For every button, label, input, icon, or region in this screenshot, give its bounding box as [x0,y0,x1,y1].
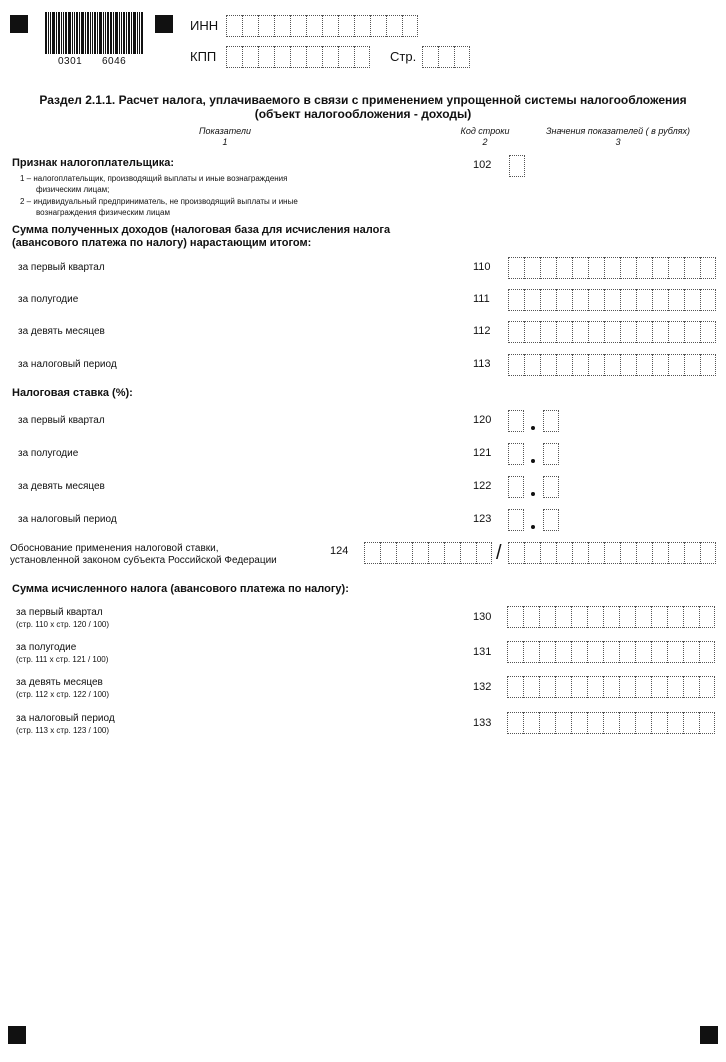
char-cell[interactable] [587,606,603,628]
char-cell[interactable] [572,289,588,311]
char-cell[interactable] [683,712,699,734]
char-cell[interactable] [508,476,524,498]
char-cell[interactable] [322,46,338,68]
char-cell[interactable] [508,542,524,564]
char-cell[interactable] [258,46,274,68]
column-number-1: 1 [222,137,228,147]
rate-nine-months-decimal-field[interactable] [543,476,559,498]
char-cell[interactable] [683,641,699,663]
char-cell[interactable] [543,410,559,432]
char-cell[interactable] [636,542,652,564]
char-cell[interactable] [540,354,556,376]
sign-option-1: 1 – налогоплательщик, производящий выплаты и иные вознаграждения [20,174,288,183]
line-code-111: 111 [473,293,490,305]
column-header-line-code: Код строки [460,126,510,136]
corner-marker-bottom-left [8,1026,26,1044]
barcode-bar [119,12,120,54]
income-tax-period-field[interactable] [508,354,716,376]
decimal-point [531,459,535,463]
tax-row-formula: (стр. 112 х стр. 122 / 100) [16,690,110,699]
tax-row-label: за девять месяцев [16,677,103,688]
income-row-label: за налоговый период [18,359,117,370]
char-cell[interactable] [684,289,700,311]
char-cell[interactable] [588,542,604,564]
char-cell[interactable] [604,321,620,343]
char-cell[interactable] [635,606,651,628]
line-code-113: 113 [473,358,491,370]
char-cell[interactable] [524,354,540,376]
char-cell[interactable] [543,443,559,465]
char-cell[interactable] [588,321,604,343]
char-cell[interactable] [699,606,715,628]
rate-q1-decimal-field[interactable] [543,410,559,432]
barcode-bar [94,12,96,54]
char-cell[interactable] [507,676,523,698]
char-cell[interactable] [619,641,635,663]
char-cell[interactable] [603,641,619,663]
barcode-bar [63,12,64,54]
income-nine-months-field[interactable] [508,321,716,343]
char-cell[interactable] [508,321,524,343]
char-cell[interactable] [604,289,620,311]
char-cell[interactable] [508,410,524,432]
char-cell[interactable] [699,712,715,734]
char-cell[interactable] [667,676,683,698]
barcode-bar [79,12,80,54]
char-cell[interactable] [635,712,651,734]
char-cell[interactable] [507,712,523,734]
barcode-bar [103,12,104,54]
char-cell[interactable] [444,542,460,564]
barcode-bar [85,12,86,54]
char-cell[interactable] [700,321,716,343]
char-cell[interactable] [539,606,555,628]
char-cell[interactable] [667,606,683,628]
char-cell[interactable] [523,641,539,663]
char-cell[interactable] [588,257,604,279]
barcode-bar [113,12,114,54]
char-cell[interactable] [620,321,636,343]
char-cell[interactable] [555,676,571,698]
tax-heading: Сумма исчисленного налога (авансового платежа по налогу): [12,583,349,595]
char-cell[interactable] [620,354,636,376]
char-cell[interactable] [572,354,588,376]
char-cell[interactable] [428,542,444,564]
char-cell[interactable] [507,606,523,628]
income-heading-cont: (авансового платежа по налогу) нарастающим итогом: [12,237,312,249]
char-cell[interactable] [684,321,700,343]
barcode-bar [99,12,102,54]
barcode-bar [92,12,93,54]
char-cell[interactable] [543,509,559,531]
barcode [45,12,144,54]
barcode-bar [68,12,71,54]
rate-nine-months-integer-field[interactable] [508,476,524,498]
tax-row-formula: (стр. 110 х стр. 120 / 100) [16,620,110,629]
char-cell[interactable] [555,712,571,734]
char-cell[interactable] [422,46,438,68]
char-cell[interactable] [683,676,699,698]
barcode-bar [115,12,118,54]
char-cell[interactable] [684,354,700,376]
char-cell[interactable] [700,289,716,311]
char-cell[interactable] [555,606,571,628]
decimal-point [531,426,535,430]
separator-slash: / [496,542,502,564]
char-cell[interactable] [539,641,555,663]
decimal-point [531,525,535,529]
sign-option-2: 2 – индивидуальный предприниматель, не производящий выплаты и иные [20,197,298,206]
line-code-130: 130 [473,611,492,623]
barcode-bar [123,12,125,54]
barcode-bar [105,12,106,54]
tax-row-label: за полугодие [16,642,77,653]
barcode-bar [74,12,75,54]
char-cell[interactable] [651,606,667,628]
char-cell[interactable] [380,542,396,564]
char-cell[interactable] [700,542,716,564]
char-cell[interactable] [587,676,603,698]
page-number-field[interactable] [422,46,470,68]
char-cell[interactable] [571,676,587,698]
char-cell[interactable] [588,289,604,311]
barcode-bar [56,12,57,54]
char-cell[interactable] [667,712,683,734]
column-header-values: Значения показателей ( в рублях) [545,126,691,136]
tax-q1-field[interactable] [507,606,715,628]
char-cell[interactable] [508,354,524,376]
income-heading: Сумма полученных доходов (налоговая база для исчисления налога [12,224,391,236]
barcode-bar [48,12,49,54]
char-cell[interactable] [454,46,470,68]
sign-option-1-cont: физическим лицам; [36,185,110,194]
inn-field[interactable] [226,15,418,37]
char-cell[interactable] [258,15,274,37]
line-code-122: 122 [473,480,492,492]
char-cell[interactable] [226,15,242,37]
barcode-bar [87,12,89,54]
char-cell[interactable] [364,542,380,564]
corner-marker-top-center [155,15,173,33]
char-cell[interactable] [651,676,667,698]
char-cell[interactable] [508,257,524,279]
income-row-label: за полугодие [18,294,79,305]
tax-row-formula: (стр. 111 х стр. 121 / 100) [16,655,109,664]
char-cell[interactable] [604,542,620,564]
char-cell[interactable] [635,641,651,663]
income-row-label: за девять месяцев [18,326,105,337]
rate-row-label: за девять месяцев [18,481,105,492]
char-cell[interactable] [619,606,635,628]
char-cell[interactable] [524,321,540,343]
line-code-131: 131 [473,646,492,658]
inn-label: ИНН [190,18,219,33]
line-code-121: 121 [473,447,492,459]
char-cell[interactable] [603,606,619,628]
char-cell[interactable] [684,257,700,279]
char-cell[interactable] [242,46,258,68]
income-half-year-field[interactable] [508,289,716,311]
sign-option-2-cont: вознаграждения физическим лицам [36,208,170,217]
char-cell[interactable] [587,641,603,663]
char-cell[interactable] [306,46,322,68]
rate-row-label: за полугодие [18,448,79,459]
char-cell[interactable] [524,257,540,279]
char-cell[interactable] [306,15,322,37]
char-cell[interactable] [652,289,668,311]
char-cell[interactable] [523,712,539,734]
char-cell[interactable] [604,257,620,279]
line-code-123: 123 [473,513,492,525]
char-cell[interactable] [652,321,668,343]
char-cell[interactable] [572,321,588,343]
barcode-bar [139,12,140,54]
barcode-bar [107,12,109,54]
char-cell[interactable] [667,641,683,663]
char-cell[interactable] [683,606,699,628]
barcode-bar [133,12,136,54]
barcode-bar [45,12,47,54]
char-cell[interactable] [603,712,619,734]
char-cell[interactable] [556,354,572,376]
rate-basis-field-left[interactable] [364,542,492,564]
rate-half-year-integer-field[interactable] [508,443,524,465]
tax-row-label: за налоговый период [16,713,115,724]
char-cell[interactable] [668,289,684,311]
char-cell[interactable] [370,15,386,37]
decimal-point [531,492,535,496]
char-cell[interactable] [226,46,242,68]
line-code-124: 124 [330,545,349,557]
barcode-number-left: 0301 [58,56,83,67]
tax-half-year-field[interactable] [507,641,715,663]
char-cell[interactable] [571,641,587,663]
char-cell[interactable] [700,257,716,279]
char-cell[interactable] [354,46,370,68]
kpp-label: КПП [190,49,217,64]
char-cell[interactable] [699,641,715,663]
rate-basis-field-right[interactable] [508,542,716,564]
barcode-bar [97,12,98,54]
char-cell[interactable] [354,15,370,37]
char-cell[interactable] [555,641,571,663]
char-cell[interactable] [636,321,652,343]
char-cell[interactable] [476,542,492,564]
taxpayer-sign-heading: Признак налогоплательщика: [12,157,174,169]
char-cell[interactable] [635,676,651,698]
char-cell[interactable] [508,289,524,311]
char-cell[interactable] [507,641,523,663]
barcode-bar [81,12,84,54]
char-cell[interactable] [619,676,635,698]
char-cell[interactable] [604,354,620,376]
char-cell[interactable] [556,289,572,311]
rate-q1-integer-field[interactable] [508,410,524,432]
rate-heading: Налоговая ставка (%): [12,387,133,399]
kpp-field[interactable] [226,46,370,68]
char-cell[interactable] [668,257,684,279]
line-code-102: 102 [473,159,492,171]
barcode-bar [52,12,55,54]
char-cell[interactable] [587,712,603,734]
line-code-112: 112 [473,325,491,337]
page-label: Стр. [390,49,417,64]
char-cell[interactable] [699,676,715,698]
barcode-bar [50,12,51,54]
char-cell[interactable] [540,542,556,564]
section-subtitle: (объект налогообложения - доходы) [254,107,472,121]
char-cell[interactable] [652,542,668,564]
char-cell[interactable] [668,354,684,376]
section-title: Раздел 2.1.1. Расчет налога, уплачиваемого в связи с применением упрощенной системы налогообложения [39,93,687,107]
char-cell[interactable] [588,354,604,376]
char-cell[interactable] [508,509,524,531]
barcode-bar [110,12,112,54]
tax-row-label: за первый квартал [16,607,103,618]
rate-basis-label-cont: установленной законом субъекта Российской Федерации [10,555,277,566]
char-cell[interactable] [620,289,636,311]
tax-tax-period-field[interactable] [507,712,715,734]
char-cell[interactable] [523,606,539,628]
barcode-bar [126,12,127,54]
barcode-bar [90,12,91,54]
column-header-indicators: Показатели [199,126,251,136]
char-cell[interactable] [402,15,418,37]
char-cell[interactable] [509,155,525,177]
char-cell[interactable] [652,354,668,376]
corner-marker-top-left [10,15,28,33]
column-number-3: 3 [615,137,621,147]
char-cell[interactable] [571,712,587,734]
income-q1-field[interactable] [508,257,716,279]
char-cell[interactable] [556,257,572,279]
char-cell[interactable] [651,641,667,663]
char-cell[interactable] [636,257,652,279]
char-cell[interactable] [539,712,555,734]
barcode-bar [141,12,143,54]
char-cell[interactable] [396,542,412,564]
char-cell[interactable] [412,542,428,564]
char-cell[interactable] [572,257,588,279]
barcode-bar [65,12,67,54]
char-cell[interactable] [338,46,354,68]
rate-half-year-decimal-field[interactable] [543,443,559,465]
char-cell[interactable] [636,354,652,376]
char-cell[interactable] [571,606,587,628]
line-code-110: 110 [473,261,491,273]
barcode-bar [137,12,138,54]
char-cell[interactable] [242,15,258,37]
column-number-2: 2 [482,137,488,147]
char-cell[interactable] [338,15,354,37]
barcode-bar [58,12,60,54]
barcode-number-right: 6046 [102,56,127,67]
char-cell[interactable] [524,289,540,311]
barcode-bar [72,12,73,54]
char-cell[interactable] [290,15,306,37]
corner-marker-bottom-right [700,1026,718,1044]
char-cell[interactable] [700,354,716,376]
char-cell[interactable] [556,321,572,343]
char-cell[interactable] [556,542,572,564]
char-cell[interactable] [386,15,402,37]
income-row-label: за первый квартал [18,262,105,273]
char-cell[interactable] [524,542,540,564]
char-cell[interactable] [274,46,290,68]
char-cell[interactable] [543,476,559,498]
barcode-bar [61,12,62,54]
tax-row-formula: (стр. 113 х стр. 123 / 100) [16,726,110,735]
line-code-120: 120 [473,414,492,426]
char-cell[interactable] [290,46,306,68]
char-cell[interactable] [620,542,636,564]
rate-tax-period-decimal-field[interactable] [543,509,559,531]
barcode-bar [131,12,132,54]
tax-nine-months-field[interactable] [507,676,715,698]
rate-row-label: за первый квартал [18,415,105,426]
char-cell[interactable] [652,257,668,279]
taxpayer-sign-field[interactable] [509,155,525,177]
char-cell[interactable] [603,676,619,698]
char-cell[interactable] [540,321,556,343]
char-cell[interactable] [668,321,684,343]
line-code-133: 133 [473,717,492,729]
rate-basis-label: Обоснование применения налоговой ставки, [10,543,219,554]
char-cell[interactable] [539,676,555,698]
rate-tax-period-integer-field[interactable] [508,509,524,531]
line-code-132: 132 [473,681,492,693]
rate-row-label: за налоговый период [18,514,117,525]
barcode-bar [76,12,78,54]
char-cell[interactable] [619,712,635,734]
char-cell[interactable] [572,542,588,564]
char-cell[interactable] [684,542,700,564]
char-cell[interactable] [460,542,476,564]
barcode-bar [128,12,130,54]
char-cell[interactable] [636,289,652,311]
char-cell[interactable] [651,712,667,734]
char-cell[interactable] [668,542,684,564]
char-cell[interactable] [540,257,556,279]
char-cell[interactable] [274,15,290,37]
char-cell[interactable] [508,443,524,465]
char-cell[interactable] [523,676,539,698]
char-cell[interactable] [438,46,454,68]
barcode-bar [121,12,122,54]
char-cell[interactable] [540,289,556,311]
char-cell[interactable] [620,257,636,279]
char-cell[interactable] [322,15,338,37]
